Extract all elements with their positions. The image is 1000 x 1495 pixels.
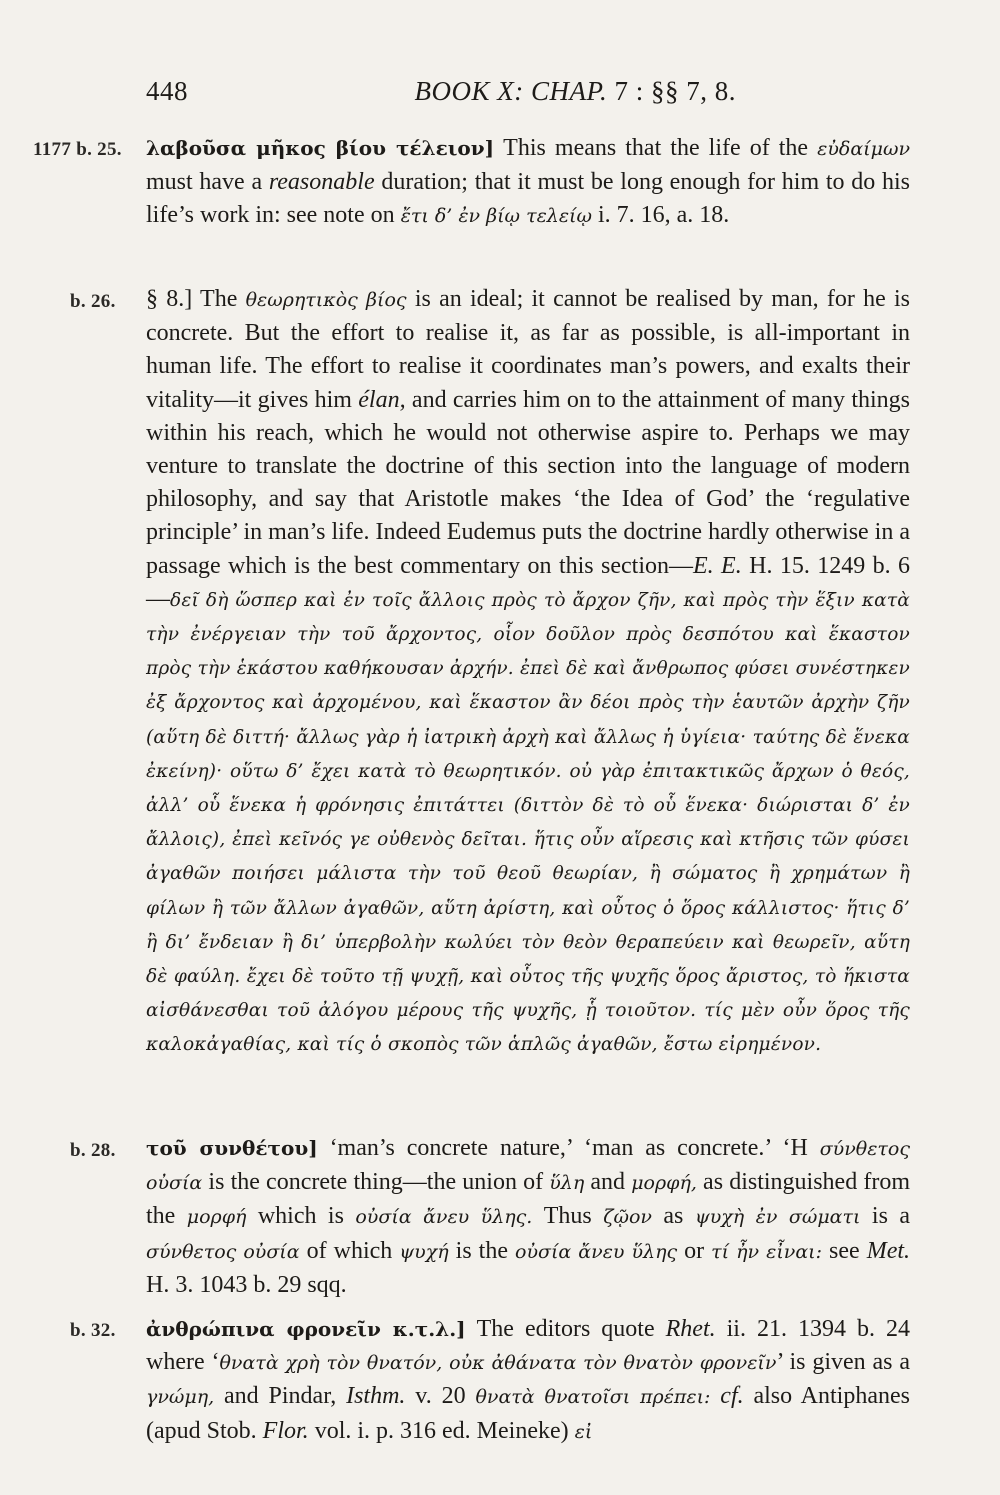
note-3-text-6: Thus [532,1203,604,1230]
lemma-3: τοῦ συνθέτου] [146,1136,318,1160]
note-3-greek-8: σύνθετος οὐσία [146,1240,300,1263]
note-4-text-4: and Pindar, [214,1383,347,1410]
note-4-text-8: vol. i. p. 316 ed. Meineke) [308,1417,575,1444]
note-4-greek-1: θνατὰ χρὴ τὸν θνατόν, οὐκ ἀθάνατα τὸν θνατὸν φρονεῖν [219,1352,777,1375]
note-3-greek-10: οὐσία ἄνευ ὕλης [515,1240,678,1263]
lemma-1: λαβοῦσα μῆκος βίου τέλειον] [146,136,495,160]
note-1-greek-2: ἔτι δ’ ἐν βίῳ τελείῳ [400,205,592,228]
note-4-italic-2: Isthm. [346,1383,406,1410]
note-4-text-5: v. 20 [405,1383,476,1410]
commentary-note-4 [146,1313,910,1449]
note-3-text-3: and [584,1169,632,1196]
note-1-text-1: This means that the life of the [494,135,818,161]
note-2-text-2: is an ideal; it cannot be realised by man, for he is concrete. But the effort to realise it, as far as possible, is all-important in human life. The effort to realise it coordinates man’s powers, and exalts their vitality—it gives him [146,286,910,413]
lemma-4: ἀνθρώπινα φρονεῖν κ.τ.λ.] [146,1317,466,1341]
note-3-greek-5: οὐσία ἄνευ ὕλης. [355,1206,533,1229]
line-reference-1: 1177 b. 25. [33,139,122,160]
line-reference-2: b. 26. [70,291,116,312]
note-2-greek-quotation: δεῖ δὴ ὥσπερ καὶ ἐν τοῖς ἄλλοις πρὸς τὸ ἄρχον ζῆν, καὶ πρὸς τὴν ἕξιν κατὰ τὴν ἐνέργειαν τὴν τοῦ ἄρχοντος, οἷον δοῦλον πρὸς δεσπότου καὶ ἕκαστον πρὸς τὴν ἑκάστου καθήκουσαν ἀρχήν. ἐπεὶ δὲ καὶ ἄνθρωπος φύσει συνέστηκεν ἐξ ἄρχοντος καὶ ἀρχομένου, καὶ ἕκαστον ἂν δέοι πρὸς τὴν ἑαυτῶν ἀρχὴν ζῆν (αὕτη δὲ διττή· ἄλλως γὰρ ἡ ἰατρικὴ ἀρχὴ καὶ ἄλλως ἡ ὑγίεια· ταύτης δὲ ἕνεκα ἐκείνη)· οὕτω δ’ ἔχει κατὰ τὸ θεωρητικόν. οὐ γὰρ ἐπιτακτικῶς ἄρχων ὁ θεός, ἀλλ’ οὗ ἕνεκα ἡ φρόνησις ἐπιτάττει (διττὸν δὲ τὸ οὗ ἕνεκα· διώρισται δ’ ἐν ἄλλοις), ἐπεὶ κεῖνός γε οὐθενὸς δεῖται. ἥτις οὖν αἵρεσις καὶ κτῆσις τῶν φύσει ἀγαθῶν ποιήσει μάλιστα τὴν τοῦ θεοῦ θεωρίαν, ἢ σώματος ἢ χρημάτων ἢ φίλων ἢ τῶν ἄλλων ἀγαθῶν, αὕτη ἀρίστη, καὶ οὗτος ὁ ὅρος κάλλιστος· ἥτις δ’ ἢ δι’ ἔνδειαν ἢ δι’ ὑπερβολὴν κωλύει τὸν θεὸν θεραπεύειν καὶ θεωρεῖν, αὕτη δὲ φαύλη. ἔχει δὲ τοῦτο τῇ ψυχῇ, καὶ οὗτος τῆς ψυχῆς ὅρος ἄριστος, τὸ ἥκιστα αἰσθάνεσθαι τοῦ ἀλόγου μέρους τῆς ψυχῆς, ᾗ τοιοῦτον. τίς μὲν οὖν ὅρος τῆς καλοκἀγαθίας, καὶ τίς ὁ σκοπὸς τῶν ἁπλῶς ἀγαθῶν, ἔστω εἰρημένον. [146,589,910,1056]
note-1-text-4: i. 7. 16, a. 18. [591,202,730,229]
note-4-text-6 [710,1383,720,1409]
note-3-text-10: is the [448,1237,516,1264]
note-3-greek-11: τί ἦν εἶναι: [711,1240,823,1263]
note-3-text-8: is a [860,1203,910,1230]
note-3-text-7: as [651,1203,695,1230]
note-4-text-3: ’ is given as a [776,1349,911,1376]
note-3-greek-2: ὕλη [549,1172,585,1195]
note-2-text-3: and carries him on to the attainment of many things within his reach, which he would not otherwise aspire to. Perhaps we may venture to translate the doctrine of this section into the language of modern philosophy, and say that Aristotle makes ‘the Idea of God’ the ‘regulative principle’ in man’s life. Indeed Eudemus puts the doctrine hardly otherwise in a passage which is the best commentary on this section— [146,386,911,579]
note-2-italic-2: E. E. [693,552,742,579]
note-3-greek-6: ζῷον [603,1206,652,1229]
note-3-greek-4: μορφή [186,1206,247,1229]
note-1-text-3: duration; that it must be long enough for him to do his life’s work in: see note on [146,169,910,229]
note-1-text-2: must have a [146,169,269,196]
note-2-greek-1: θεωρητικὸς βίος [245,289,407,311]
note-1-greek-1: εὐδαίμων [817,138,910,160]
commentary-note-2 [146,283,910,1062]
note-4-text-2: ii. 21. 1394 b. 24 where ‘ [146,1316,911,1376]
note-4-italic-4: Flor. [262,1417,309,1444]
note-2-text-4: H. 15. 1249 b. 6— [146,552,910,612]
note-3-greek-1: σύνθετος οὐσία [146,1138,910,1195]
note-3-greek-7: ψυχὴ ἐν σώματι [694,1206,861,1229]
note-4-italic-3: cf. [720,1383,744,1410]
line-reference-4: b. 32. [70,1320,116,1341]
note-4-greek-2: γνώμη, [146,1386,215,1409]
running-head-sections: 7 : §§ 7, 8. [614,76,736,106]
note-3-text-11: or [677,1237,712,1264]
note-3-text-4: as distinguished from the [146,1169,911,1230]
note-4-greek-4: εἰ [574,1420,593,1443]
note-2-italic-1: élan, [358,386,406,413]
note-3-text-1: ‘man’s concrete nature,’ ‘man as concrete.’ ‘H [317,1135,820,1161]
lemma-2: § 8.] [146,286,193,312]
note-1-italic-1: reasonable [268,169,375,196]
commentary-note-1 [146,132,910,234]
note-2-text-1: The [192,286,246,312]
commentary-note-3 [146,1132,910,1302]
note-3-text-2: is the concrete thing—the union of [202,1169,550,1196]
note-4-text-7: also Antiphanes (apud Stob. [146,1383,910,1444]
note-3-text-5: which is [246,1203,356,1230]
note-4-text-1: The editors quote [465,1316,666,1342]
running-head [414,76,736,107]
note-3-italic-1: Met. [866,1237,911,1264]
note-3-greek-3: μορφή, [631,1172,697,1195]
note-3-text-13: H. 3. 1043 b. 29 sqq. [146,1271,347,1298]
page-number: 448 [146,76,188,106]
note-4-italic-1: Rhet. [665,1316,716,1342]
running-head-book: BOOK X: CHAP. [414,76,608,106]
line-reference-3: b. 28. [70,1140,116,1161]
note-3-greek-9: ψυχή [399,1240,449,1263]
note-3-text-9: of which [299,1237,400,1264]
note-3-text-12: see [822,1237,867,1264]
running-header [146,76,736,112]
note-4-greek-3: θνατὰ θνατοῖσι πρέπει: [475,1386,711,1409]
